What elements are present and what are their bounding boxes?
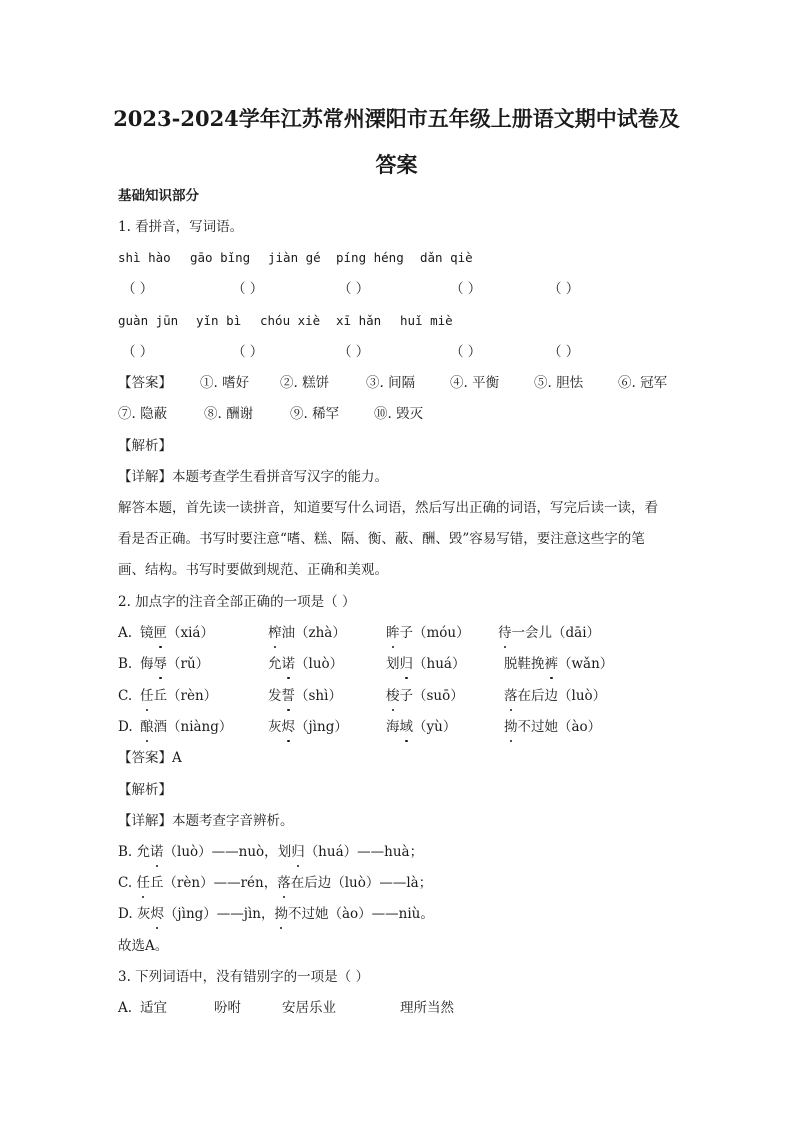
option-item — [268, 623, 346, 643]
option-letter: C. — [118, 688, 133, 704]
pinyin-item: xī hǎn — [336, 313, 382, 328]
char: 侮 — [140, 656, 154, 672]
answer-blank: （ ） — [122, 281, 154, 297]
pinyin: （yù） — [413, 719, 457, 735]
dotted-char: 榨 — [268, 625, 282, 641]
answer-blank: （ ） — [338, 281, 370, 297]
answer-blank: （ ） — [122, 344, 154, 360]
char: 子 — [399, 688, 413, 704]
answer-item: ⑥. 冠军 — [618, 375, 668, 391]
dotted-char: 誓 — [281, 688, 295, 704]
char: 一会儿 — [511, 625, 552, 641]
pinyin: （shì） — [295, 688, 342, 704]
q2-explain-d — [118, 904, 434, 924]
pinyin-item: huǐ miè — [400, 313, 453, 328]
text: 划 — [277, 844, 292, 860]
dotted-char: 拗 — [504, 719, 518, 735]
dotted-char: 落 — [504, 688, 518, 704]
dotted-char: 落 — [277, 875, 291, 891]
page-title — [100, 96, 693, 188]
char: 发 — [268, 688, 282, 704]
char: 允 — [268, 656, 282, 672]
q2-explain-b — [118, 842, 423, 862]
pinyin: （rèn） — [167, 688, 218, 704]
option-item — [504, 717, 601, 737]
answer-item: ⑧. 酬谢 — [204, 406, 254, 422]
pinyin: （ào） — [558, 719, 602, 735]
pinyin-item: dǎn qiè — [420, 250, 473, 265]
pinyin: （xiá） — [167, 625, 214, 641]
dotted-char: 待 — [498, 625, 512, 641]
q1-explain-1: 解答本题，首先读一读拼音，知道要写什么词语，然后写出正确的词语，写完后读一读，看 — [118, 500, 658, 516]
dotted-char: 匣 — [153, 625, 167, 641]
pinyin: （dāi） — [552, 625, 601, 641]
pinyin-item: guàn jūn — [118, 313, 179, 328]
title-line-2: 答案 — [375, 152, 418, 177]
char: 油 — [281, 625, 295, 641]
dotted-char: 梭 — [386, 688, 400, 704]
q2-detail: 【详解】本题考查字音辨析。 — [118, 813, 294, 829]
dotted-char: 烬 — [281, 719, 295, 735]
q2-analysis-label: 【解析】 — [118, 782, 172, 798]
option-item — [386, 686, 464, 706]
text: （jìng）——jìn， — [163, 906, 275, 922]
q2-stem: 2. 加点字的注音全部正确的一项是（ ） — [118, 594, 356, 610]
q2-conclusion: 故选A。 — [118, 938, 169, 954]
dotted-char: 域 — [399, 719, 413, 735]
pinyin: （rǔ） — [167, 656, 210, 672]
pinyin: （luò） — [295, 656, 344, 672]
pinyin: （móu） — [413, 625, 470, 641]
answer-blank: （ ） — [450, 344, 482, 360]
text: 不过她（ào）——niù。 — [287, 906, 434, 922]
pinyin-item: jiàn gé — [268, 250, 321, 265]
char: 子 — [399, 625, 413, 641]
answer-item: ⑨. 稀罕 — [290, 406, 340, 422]
pinyin-item: yǐn bì — [196, 313, 242, 328]
option-item: 安居乐业 — [282, 1000, 336, 1016]
text: （luò）——nuò， — [163, 844, 278, 860]
q1-analysis-label: 【解析】 — [118, 438, 172, 454]
pinyin: （luò） — [558, 688, 607, 704]
option-item — [140, 654, 209, 674]
text: 在后边（luò）——là； — [290, 875, 433, 891]
answer-item: ⑤. 胆怯 — [534, 375, 584, 391]
char: 镜 — [140, 625, 154, 641]
answer-item: ②. 糕饼 — [280, 375, 330, 391]
pinyin: （niàng） — [167, 719, 233, 735]
answer-blank: （ ） — [548, 344, 580, 360]
dotted-char: 烬 — [150, 906, 164, 922]
pinyin: （zhà） — [295, 625, 346, 641]
dotted-char: 诺 — [281, 656, 295, 672]
option-item — [140, 623, 214, 643]
answer-label: 【答案】 — [118, 375, 172, 391]
q1-explain-2: 看是否正确。书写时要注意“嗜、糕、隔、衡、蔽、酬、毁”容易写错，要注意这些字的笔 — [118, 531, 645, 547]
char: 脱鞋挽 — [504, 656, 545, 672]
answer-item: ③. 间隔 — [366, 375, 416, 391]
option-letter: A. — [118, 625, 133, 641]
answer-blank: （ ） — [548, 281, 580, 297]
char: 不过她 — [517, 719, 558, 735]
option-item — [386, 654, 465, 674]
pinyin: （suō） — [413, 688, 464, 704]
answer-item: ①. 嗜好 — [200, 375, 250, 391]
pinyin-item: chóu xiè — [260, 313, 321, 328]
option-item: 理所当然 — [400, 1000, 454, 1016]
dotted-char: 任 — [136, 875, 150, 891]
section-heading: 基础知识部分 — [118, 188, 199, 204]
option-letter: B. — [118, 656, 133, 672]
dotted-char: 裤 — [544, 656, 558, 672]
pinyin-item: píng héng — [336, 250, 404, 265]
q1-stem: 1. 看拼音，写词语。 — [118, 219, 244, 235]
option-item: 适宜 — [140, 1000, 167, 1016]
option-item — [504, 654, 613, 674]
answer-blank: （ ） — [338, 344, 370, 360]
char: 划 — [386, 656, 400, 672]
q2-answer: 【答案】A — [118, 750, 182, 766]
title-line-1: 2023-2024学年江苏常州溧阳市五年级上册语文期中试卷及 — [113, 106, 680, 131]
pinyin-item: shì hào — [118, 250, 171, 265]
option-letter: A. — [118, 1000, 133, 1016]
pinyin: （wǎn） — [558, 656, 614, 672]
pinyin: （jìng） — [295, 719, 348, 735]
dotted-char: 拗 — [274, 906, 288, 922]
dotted-char: 酿 — [140, 719, 154, 735]
char: 在后边 — [517, 688, 558, 704]
option-item — [268, 686, 342, 706]
option-letter: D. — [118, 719, 133, 735]
dotted-char: 辱 — [153, 656, 167, 672]
char: 酒 — [153, 719, 167, 735]
option-item — [140, 717, 232, 737]
answer-item: ④. 平衡 — [450, 375, 500, 391]
q2-explain-c — [118, 873, 432, 893]
text: C. — [118, 875, 137, 891]
q1-detail: 【详解】本题考查学生看拼音写汉字的能力。 — [118, 469, 388, 485]
q1-explain-3: 画、结构。书写时要做到规范、正确和美观。 — [118, 562, 388, 578]
option-item — [268, 654, 343, 674]
dotted-char: 诺 — [150, 844, 164, 860]
pinyin: （huá） — [413, 656, 466, 672]
text: （huá）——huà； — [304, 844, 424, 860]
option-item — [386, 623, 470, 643]
answer-blank: （ ） — [232, 344, 264, 360]
option-item — [386, 717, 456, 737]
char: 海 — [386, 719, 400, 735]
answer-item: ⑦. 隐蔽 — [118, 406, 168, 422]
option-item — [504, 686, 606, 706]
text: 丘（rèn）——rén， — [149, 875, 278, 891]
answer-item: ⑩. 毁灭 — [374, 406, 424, 422]
pinyin-item: gāo bǐng — [190, 250, 251, 265]
char: 灰 — [268, 719, 282, 735]
option-item — [498, 623, 600, 643]
answer-blank: （ ） — [450, 281, 482, 297]
dotted-char: 归 — [291, 844, 305, 860]
q3-stem: 3. 下列词语中，没有错别字的一项是（ ） — [118, 969, 369, 985]
dotted-char: 任 — [140, 688, 154, 704]
dotted-char: 眸 — [386, 625, 400, 641]
text: D. 灰 — [118, 906, 151, 922]
option-item: 吩咐 — [214, 1000, 241, 1016]
option-item — [140, 686, 217, 706]
option-item — [268, 717, 348, 737]
dotted-char: 归 — [399, 656, 413, 672]
char: 丘 — [153, 688, 167, 704]
text: B. 允 — [118, 844, 151, 860]
answer-blank: （ ） — [232, 281, 264, 297]
